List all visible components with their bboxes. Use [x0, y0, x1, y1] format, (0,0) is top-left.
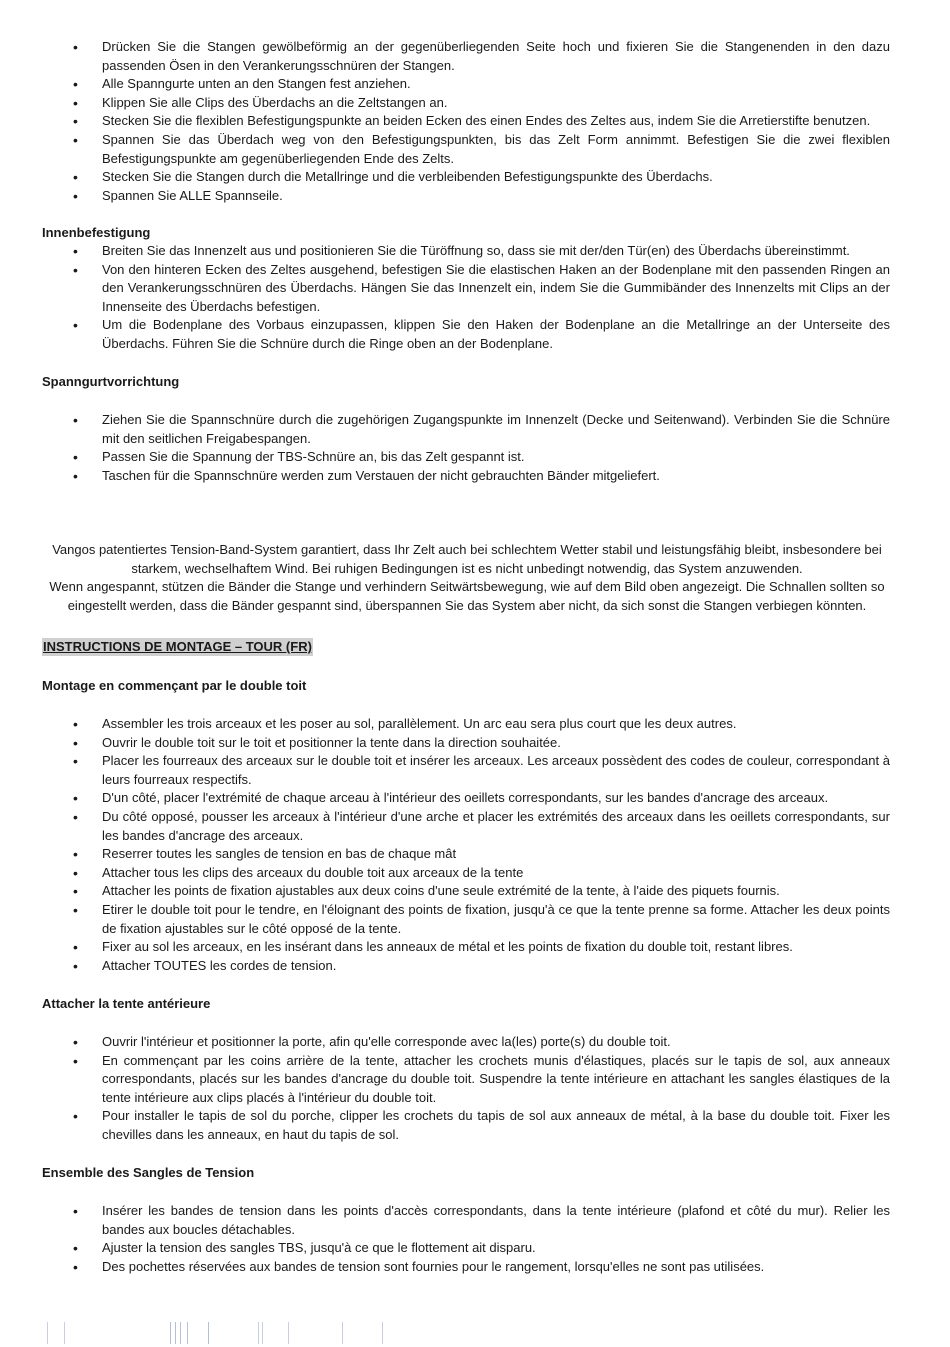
list-item: • Placer les fourreaux des arceaux sur le double toit et insérer les arceaux. Les arceaux possèdent des codes de couleur, correspondant à leurs fourreaux respectifs.	[0, 752, 950, 789]
fr-sangles-list	[0, 1202, 950, 1276]
heading-innenbefestigung: Innenbefestigung	[42, 225, 151, 240]
fr-section-title: INSTRUCTIONS DE MONTAGE – TOUR (FR)	[43, 639, 312, 654]
tbs-paragraph-line1: Vangos patentiertes Tension-Band-System garantiert, dass Ihr Zelt auch bei schlechtem Wetter stabil und leistungsfähig bleibt, insbesondere bei starkem, wechselhaftem Wind. Bei ruhigen Bedingungen ist es nicht unbedingt notwendig, das System anzuwenden.	[52, 542, 882, 576]
list-item: • Fixer au sol les arceaux, en les insérant dans les anneaux de métal et les points de fixation du double toit, restant libres.	[0, 938, 950, 957]
list-item: • Ouvrir l'intérieur et positionner la porte, afin qu'elle corresponde avec la(les) porte(s) du double toit.	[0, 1033, 950, 1052]
list-item: • Alle Spanngurte unten an den Stangen fest anziehen.	[0, 75, 950, 94]
tbs-paragraph	[42, 541, 892, 615]
list-item: • Spannen Sie ALLE Spannseile.	[0, 187, 950, 206]
de-assembly-list	[0, 38, 950, 205]
list-item: • Assembler les trois arceaux et les poser au sol, parallèlement. Un arc eau sera plus court que les deux autres.	[0, 715, 950, 734]
fr-montage-list	[0, 715, 950, 975]
list-item: • Ziehen Sie die Spannschnüre durch die zugehörigen Zugangspunkte im Innenzelt (Decke und Seitenwand). Verbinden Sie die Schnüre mit den seitlichen Freigabespangen.	[0, 411, 950, 448]
heading-montage: Montage en commençant par le double toit	[42, 678, 307, 693]
list-item: • Von den hinteren Ecken des Zeltes ausgehend, befestigen Sie die elastischen Haken an der Bodenplane mit den passenden Ringen an den Verankerungsschnüren des Überdachs. Hängen Sie das Innenzelt ein, indem Sie die Gummibänder des Innenzelts mit Clips an der Innenseite des Überdachs befestigen.	[0, 261, 950, 317]
list-item: • Klippen Sie alle Clips des Überdachs an die Zeltstangen an.	[0, 94, 950, 113]
heading-sangles: Ensemble des Sangles de Tension	[42, 1165, 255, 1180]
list-item: • Ajuster la tension des sangles TBS, jusqu'à ce que le flottement ait disparu.	[0, 1239, 950, 1258]
list-item: • Passen Sie die Spannung der TBS-Schnüre an, bis das Zelt gespannt ist.	[0, 448, 950, 467]
de-strap-list	[0, 411, 950, 485]
heading-attacher: Attacher la tente antérieure	[42, 996, 211, 1011]
list-item: • En commençant par les coins arrière de la tente, attacher les crochets munis d'élastiques, placés sur le tapis de sol, aux anneaux correspondants, placés sur les bandes d'ancrage du double toit. Suspendre la tente intérieure en attachant les sangles élastiques de la tente intérieure aux clips placés à l'intérieur du double toit.	[0, 1052, 950, 1108]
list-item: • Stecken Sie die Stangen durch die Metallringe und die verbleibenden Befestigungspunkte des Überdachs.	[0, 168, 950, 187]
list-item: • Drücken Sie die Stangen gewölbeförmig an der gegenüberliegenden Seite hoch und fixieren Sie die Stangenenden in den dazu passenden Ösen in den Verankerungsschnüren der Stangen.	[0, 38, 950, 75]
list-item: • Des pochettes réservées aux bandes de tension sont fournies pour le rangement, lorsqu'elles ne sont pas utilisées.	[0, 1258, 950, 1277]
list-item: • Ouvrir le double toit sur le toit et positionner la tente dans la direction souhaitée.	[0, 734, 950, 753]
list-item: • Attacher les points de fixation ajustables aux deux coins d'une seule extrémité de la tente, à l'aide des piquets fournis.	[0, 882, 950, 901]
list-item: • Du côté opposé, pousser les arceaux à l'intérieur d'une arche et placer les extrémités des arceaux dans les oeillets correspondants, sur les bandes d'ancrage des arceaux.	[0, 808, 950, 845]
de-inner-list	[0, 242, 950, 354]
list-item: • Breiten Sie das Innenzelt aus und positionieren Sie die Türöffnung so, dass sie mit der/den Tür(en) des Überdachs übereinstimmt.	[0, 242, 950, 261]
list-item: • Um die Bodenplane des Vorbaus einzupassen, klippen Sie den Haken der Bodenplane an die Metallringe an der Unterseite des Überdachs. Führen Sie die Schnüre durch die Ringe oben an der Bodenplane.	[0, 316, 950, 353]
list-item: • Pour installer le tapis de sol du porche, clipper les crochets du tapis de sol aux anneaux de métal, à la base du double toit. Fixer les chevilles dans les anneaux, en haut du tapis de sol.	[0, 1107, 950, 1144]
list-item: • Insérer les bandes de tension dans les points d'accès correspondants, dans la tente intérieure (plafond et côté du mur). Relier les bandes aux boucles détachables.	[0, 1202, 950, 1239]
list-item: • Spannen Sie das Überdach weg von den Befestigungspunkten, bis das Zelt Form annimmt. Befestigen Sie die zwei flexiblen Befestigungspunkte am gegenüberliegenden Ende des Zelts.	[0, 131, 950, 168]
bottom-scan-marks	[42, 1322, 442, 1346]
list-item: • Taschen für die Spannschnüre werden zum Verstauen der nicht gebrauchten Bänder mitgeliefert.	[0, 467, 950, 486]
list-item: • D'un côté, placer l'extrémité de chaque arceau à l'intérieur des oeillets correspondants, sur les bandes d'ancrage des arceaux.	[0, 789, 950, 808]
fr-attach-list	[0, 1033, 950, 1145]
list-item: • Reserrer toutes les sangles de tension en bas de chaque mât	[0, 845, 950, 864]
list-item: • Stecken Sie die flexiblen Befestigungspunkte an beiden Ecken des einen Endes des Zeltes aus, indem Sie die Arretierstifte benutzen.	[0, 112, 950, 131]
list-item: • Attacher tous les clips des arceaux du double toit aux arceaux de la tente	[0, 864, 950, 883]
list-item: • Attacher TOUTES les cordes de tension.	[0, 957, 950, 976]
tbs-paragraph-line2: Wenn angespannt, stützen die Bänder die Stange und verhindern Seitwärtsbewegung, wie auf dem Bild oben angezeigt. Die Schnallen sollten so eingestellt werden, dass die Bänder gespannt sind, überspannen Sie das System aber nicht, da sich sonst die Stangen verbiegen könnten.	[49, 579, 885, 613]
heading-spanngurtvorrichtung: Spanngurtvorrichtung	[42, 374, 180, 389]
list-item: • Etirer le double toit pour le tendre, en l'éloignant des points de fixation, jusqu'à ce que la tente prenne sa forme. Attacher les deux points de fixation ajustables sur le côté opposé de la tente.	[0, 901, 950, 938]
